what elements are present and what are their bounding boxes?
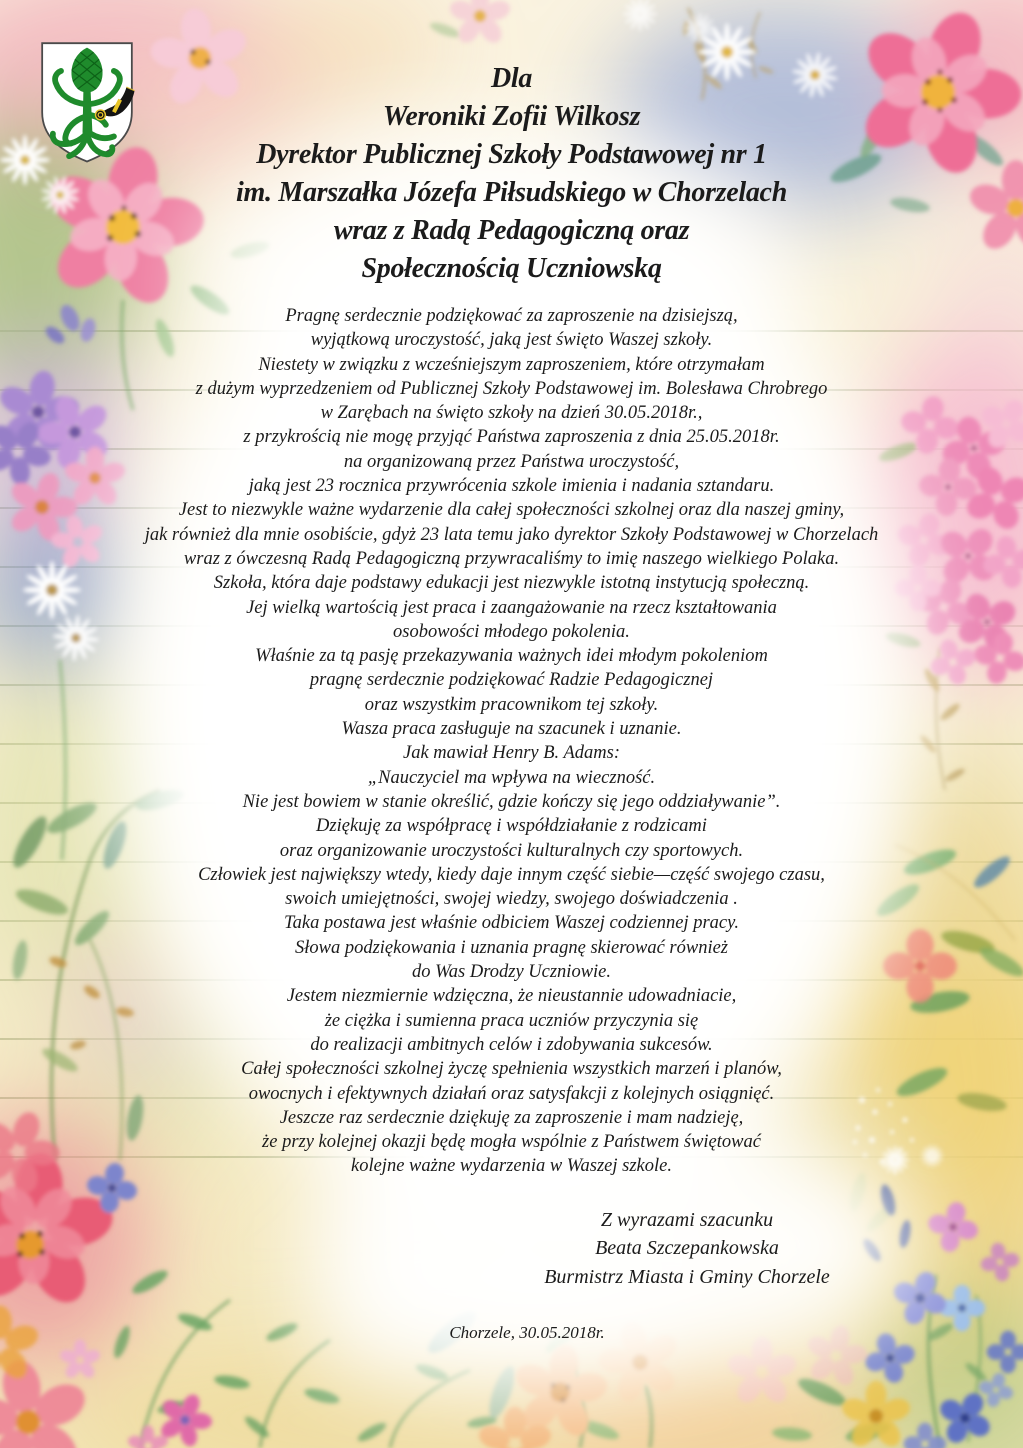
body-line: Taka postawa jest właśnie odbiciem Waszej codziennej pracy. — [284, 913, 739, 934]
body-line: jak również dla mnie osobiście, gdyż 23 lata temu jako dyrektor Szkoły Podstawowej w Chorzelach — [144, 524, 879, 545]
header-line: Dyrektor Publicznej Szkoły Podstawowej nr 1 — [256, 139, 767, 170]
body-line: Jest to niezwykle ważne wydarzenie dla całej społeczności szkolnej oraz dla naszej gminy, — [178, 500, 845, 521]
header-line: im. Marszałka Józefa Piłsudskiego w Chorzelach — [236, 177, 787, 208]
letter-body — [0, 304, 1023, 1179]
body-line: oraz organizowanie uroczystości kulturalnych czy sportowych. — [279, 840, 744, 861]
body-line: że ciężka i sumienna praca uczniów przyczynia się — [324, 1010, 699, 1031]
body-line: Pragnę serdecznie podziękować za zaproszenie na dzisiejszą, — [285, 306, 738, 326]
body-line: pragnę serdecznie podziękować Radzie Pedagogicznej — [309, 670, 714, 691]
signature-line: Burmistrz Miasta i Gminy Chorzele — [544, 1265, 830, 1288]
body-line: Nie jest bowiem w stanie określić, gdzie kończy się jego oddziaływanie”. — [242, 791, 781, 812]
body-line: do Was Drodzy Uczniowie. — [411, 962, 612, 983]
body-line: osobowości młodego pokolenia. — [393, 621, 630, 642]
letter-signature — [357, 1206, 1017, 1291]
body-line: Właśnie za tą pasję przekazywania ważnych idei młodym pokoleniom — [255, 646, 768, 667]
body-line: na organizowaną przez Państwa uroczystość, — [343, 451, 680, 472]
header-line: Weroniki Zofii Wilkosz — [382, 101, 641, 132]
body-line: owocnych i efektywnych działań oraz satysfakcji z kolejnych osiągnięć. — [248, 1083, 775, 1104]
body-line: wraz z ówczesną Radą Pedagogiczną przywracaliśmy to imię naszego wielkiego Polaka. — [183, 548, 840, 569]
body-line: jaką jest 23 rocznica przywrócenia szkole imienia i nadania sztandaru. — [248, 476, 775, 497]
letter-recipient-header — [0, 60, 1023, 288]
body-line: Człowiek jest największy wtedy, kiedy daje innym część siebie—część swojego czasu, — [198, 864, 825, 885]
body-line: w Zarębach na święto szkoły na dzień 30.05.2018r., — [320, 403, 703, 424]
header-line: wraz z Radą Pedagogiczną oraz — [333, 215, 690, 246]
body-line: Jeszcze raz serdecznie dziękuję za zaproszenie i mam nadzieję, — [279, 1107, 744, 1128]
signature-line: Beata Szczepankowska — [595, 1237, 779, 1260]
body-line: Całej społeczności szkolnej życzę spełnienia wszystkich marzeń i planów, — [241, 1059, 782, 1080]
body-line: że przy kolejnej okazji będę mogła wspólnie z Państwem świętować — [262, 1132, 761, 1153]
letter-dateline: Chorzele, 30.05.2018r. — [449, 1323, 605, 1342]
body-line: do realizacji ambitnych celów i zdobywania sukcesów. — [310, 1034, 713, 1055]
body-line: Jak mawiał Henry B. Adams: — [403, 743, 620, 764]
body-line: Jej wielką wartością jest praca i zaangażowanie na rzecz kształtowania — [246, 597, 777, 618]
body-line: oraz wszystkim pracownikom tej szkoły. — [364, 694, 659, 715]
body-line: Szkoła, która daje podstawy edukacji jest niezwykle istotną instytucją społeczną. — [213, 573, 810, 594]
body-line: Jestem niezmiernie wdzięczna, że nieustannie udowadniacie, — [286, 986, 737, 1007]
body-line: Dziękuję za współpracę i współdziałanie z rodzicami — [316, 816, 707, 837]
body-line: „Nauczyciel ma wpływa na wieczność. — [367, 767, 656, 788]
body-line: swoich umiejętności, swojej wiedzy, swojego doświadczenia . — [285, 889, 738, 910]
body-line: Niestety w związku z wcześniejszym zaproszeniem, które otrzymałam — [258, 354, 765, 375]
signature-line: Z wyrazami szacunku — [600, 1209, 774, 1231]
header-line: Społecznością Uczniowską — [361, 253, 662, 284]
header-line: Dla — [490, 63, 533, 94]
body-line: Wasza praca zasługuje na szacunek i uznanie. — [341, 719, 682, 740]
body-line: wyjątkową uroczystość, jaką jest święto Waszej szkoły. — [310, 330, 713, 351]
body-line: z przykrością nie mogę przyjąć Państwa zaproszenia z dnia 25.05.2018r. — [243, 427, 780, 448]
body-line: kolejne ważne wydarzenia w Waszej szkole. — [351, 1156, 672, 1177]
body-line: Słowa podziękowania i uznania pragnę skierować również — [294, 937, 729, 958]
body-line: z dużym wyprzedzeniem od Publicznej Szkoły Podstawowej im. Bolesława Chrobrego — [195, 378, 828, 399]
